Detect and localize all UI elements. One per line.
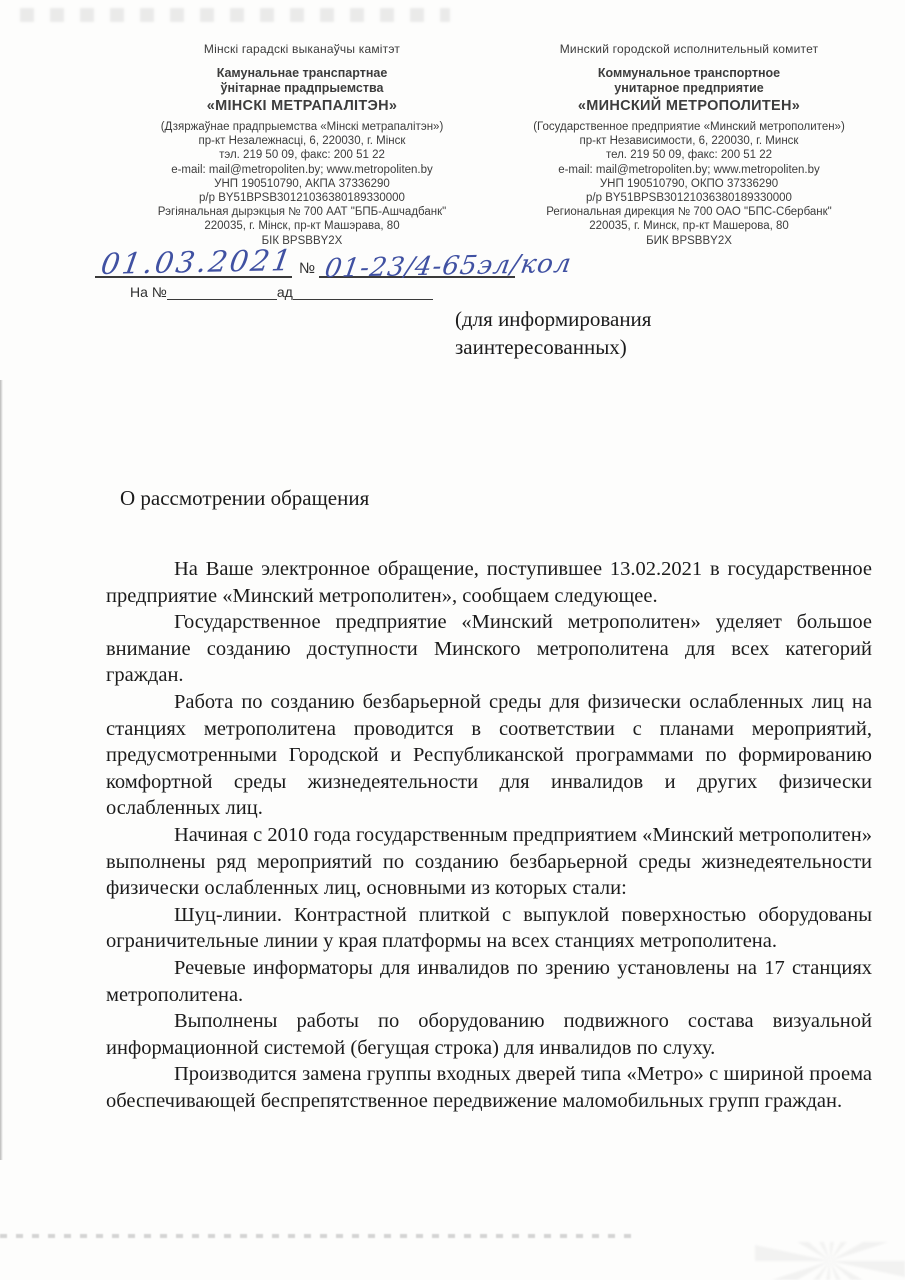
scan-speckle-corner — [755, 1242, 905, 1280]
body-paragraph: На Ваше электронное обращение, поступившее 13.02.2021 в государственное предприятие «Минский метрополитен», сообщаем следующее. — [106, 558, 872, 607]
reference-number-row — [95, 234, 655, 284]
letterhead-detail-line: 220035, г. Минск, пр-кт Машерова, 80 — [589, 220, 789, 233]
letterhead-detail-line: (Государственное предприятие «Минский метрополитен») — [533, 121, 845, 133]
org-type-line-by: Камунальнае транспартнае — [216, 66, 388, 80]
number-underline — [319, 232, 575, 284]
letterhead-detail-line: БІК BPSBBY2X — [261, 234, 343, 247]
letterhead-detail-line: пр-кт Независимости, 6, 220030, г. Минск — [579, 135, 799, 148]
letterhead-detail-line: тэл. 219 50 09, факс: 200 51 22 — [219, 149, 385, 162]
letterhead-detail-line: УНП 190510790, ОКПО 37336290 — [599, 177, 779, 190]
letterhead-detail-line: (Дзяржаўнае прадпрыемства «Мінскі метрапалітэн») — [160, 121, 444, 133]
handwritten-date: 01.03.2021 — [98, 243, 296, 281]
org-name-by: «МІНСКІ МЕТРАПАЛІТЭН» — [206, 98, 398, 114]
org-type-line-ru: Коммунальное транспортное — [597, 66, 781, 80]
letterhead-detail-line: БИК BPSBBY2X — [646, 234, 732, 247]
body-paragraph: Выполнены работы по оборудованию подвижного состава визуальной информационной системой (бегущая строка) для инвалидов по слуху. — [106, 1010, 872, 1059]
scan-edge-left — [0, 380, 3, 1160]
body-paragraph: Речевые информаторы для инвалидов по зрению установлены на 17 станциях метрополитена. — [106, 956, 872, 1006]
letterhead-detail-line: e-mail: mail@metropoliten.by; www.metropoliten.by — [171, 163, 433, 176]
reply-to-row — [130, 284, 655, 300]
body-paragraph: Шуц-линии. Контрастной плиткой с выпуклой поверхностью оборудованы ограничительные линии у края платформы на всех станциях метрополитена. — [106, 903, 872, 953]
letterhead-detail-line: Рэгіянальная дырэкцыя № 700 ААТ "БПБ-Ашчадбанк" — [157, 206, 447, 219]
subject-line: О рассмотрении обращения — [120, 486, 370, 510]
letterhead-detail-line: р/р BY51BPSB30121036380189330000 — [586, 192, 792, 205]
body-paragraph: Государственное предприятие «Минский метрополитен» уделяет большое внимание созданию доступности Минского метрополитена для всех категорий граждан. — [106, 611, 872, 687]
committee-name-by: Мінскі гарадскі выканаўчы камітэт — [203, 42, 401, 56]
reply-from-label: ад — [276, 284, 293, 300]
letterhead-left-details — [118, 120, 486, 248]
letterhead-detail-line: e-mail: mail@metropoliten.by; www.metropoliten.by — [558, 163, 820, 176]
letterhead-detail-line: р/р BY51BPSB30121036380189330000 — [199, 192, 405, 205]
org-name-ru: «МИНСКИЙ МЕТРОПОЛИТЕН» — [577, 98, 801, 114]
body-paragraph: Начиная с 2010 года государственным предприятием «Минский метрополитен» выполнены ряд мероприятий по созданию безбарьерной среды жизнедеятельности физически ослабленных лиц, основными из которых стали: — [106, 823, 872, 900]
recipient-note-line: (для информирования — [455, 307, 652, 331]
letterhead-detail-line: пр-кт Незалежнасці, 6, 220030, г. Мінск — [198, 135, 406, 148]
recipient-note — [455, 305, 651, 361]
reference-block — [95, 234, 655, 300]
letterhead-detail-line: УНП 190510790, АКПА 37336290 — [214, 177, 390, 190]
body-paragraph: Производится замена группы входных дверей типа «Метро» с шириной проема обеспечивающей беспрепятственное передвижение маломобильных групп граждан. — [106, 1063, 872, 1112]
body-paragraph: Работа по созданию безбарьерной среды для физически ослабленных лиц на станциях метрополитена проводится в соответствии с планами мероприятий, предусмотренными Городской и Республиканской программами по формированию комфортной среды жизнедеятельности для инвалидов и других физически ослабленных лиц. — [106, 690, 872, 820]
handwritten-number: 01-23/4-65эл/кол — [322, 248, 575, 284]
letterhead-right-details — [498, 120, 880, 248]
letterhead-detail-line: тел. 219 50 09, факс: 200 51 22 — [605, 149, 773, 162]
number-sign: № — [299, 260, 316, 277]
letterhead-detail-line: 220035, г. Мінск, пр-кт Машэрава, 80 — [204, 220, 400, 233]
date-underline — [95, 232, 296, 281]
committee-name-ru: Минский городской исполнительный комитет — [559, 42, 819, 56]
scan-smudge-top — [20, 8, 450, 22]
reply-date-blank — [293, 284, 433, 300]
org-type-line-by: ўнітарнае прадпрыемства — [220, 80, 384, 95]
scan-speckle-bottom — [0, 1234, 640, 1238]
letter-body — [106, 556, 872, 1114]
letterhead-detail-line: Региональная дирекция № 700 ОАО "БПС-Сбербанк" — [546, 206, 832, 219]
recipient-note-line: заинтересованных) — [455, 335, 627, 359]
reply-number-blank — [167, 284, 277, 300]
letterhead-left — [118, 42, 486, 248]
letterhead-right — [498, 42, 880, 248]
org-type-line-ru: унитарное предприятие — [614, 80, 764, 95]
reply-prefix-label: На № — [130, 284, 167, 300]
